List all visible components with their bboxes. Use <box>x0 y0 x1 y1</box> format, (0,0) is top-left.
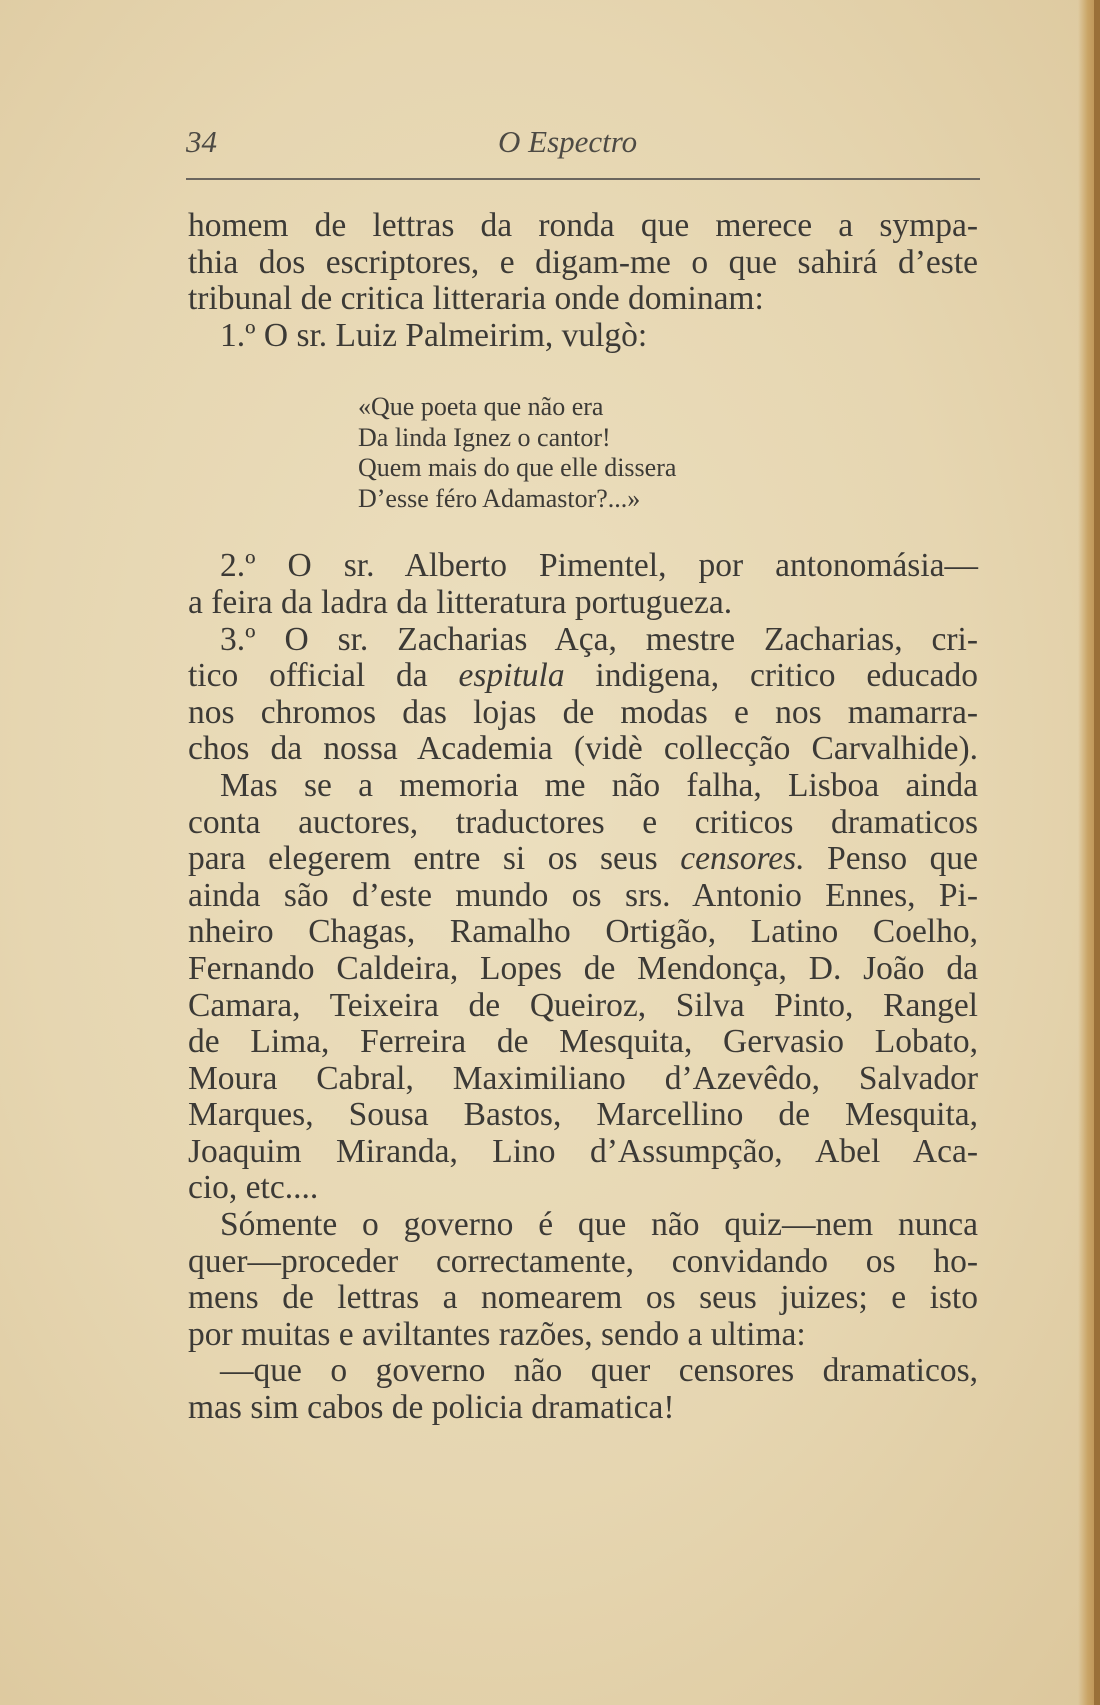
page-edge <box>1094 0 1100 1705</box>
text-line: por muitas e aviltantes razões, sendo a ultima: <box>188 1315 806 1353</box>
italic-word: espitula <box>458 657 565 695</box>
text-line: Fernando Caldeira, Lopes de Mendonça, D. João da <box>188 949 978 987</box>
text-line: Sómente o governo é que não quiz—nem nunca <box>220 1206 978 1244</box>
text-line: Mas se a memoria me não falha, Lisboa ainda <box>220 766 978 804</box>
text-segment: para elegerem entre si os seus <box>188 840 681 878</box>
text-line: a feira da ladra da litteratura portugueza. <box>188 583 733 621</box>
page-number: 34 <box>186 124 217 159</box>
verse-line: «Que poeta que não era <box>358 392 604 422</box>
verse-line: Quem mais do que elle dissera <box>358 453 677 483</box>
text-line: mens de lettras a nomearem os seus juizes; e isto <box>188 1279 978 1317</box>
text-line <box>188 658 978 695</box>
text-line: Camara, Teixeira de Queiroz, Silva Pinto, Rangel <box>188 986 978 1024</box>
text-line: 2.º O sr. Alberto Pimentel, por antonomásia— <box>220 547 978 585</box>
text-line: —que o governo não quer censores dramaticos, <box>220 1352 978 1390</box>
text-line: de Lima, Ferreira de Mesquita, Gervasio Lobato, <box>188 1023 978 1061</box>
running-header <box>186 124 978 172</box>
text-line: Moura Cabral, Maximiliano d’Azevêdo, Salvador <box>188 1059 978 1097</box>
text-line: quer—proceder correctamente, convidando os ho- <box>188 1242 978 1280</box>
verse-line: Da linda Ignez o cantor! <box>358 422 611 452</box>
text-line: thia dos escriptores, e digam-me o que sahirá d’este <box>188 243 978 281</box>
text-line: mas sim cabos de policia dramatica! <box>188 1389 675 1427</box>
text-line: tribunal de critica litteraria onde dominam: <box>188 280 764 318</box>
header-rule <box>186 178 980 180</box>
running-title: O Espectro <box>498 124 638 159</box>
text-line: nos chromos das lojas de modas e nos mamarra- <box>188 693 978 731</box>
text-line: cio, etc.... <box>188 1169 319 1207</box>
text-line: Joaquim Miranda, Lino d’Assumpção, Abel Aca- <box>188 1132 978 1170</box>
text-line: Marques, Sousa Bastos, Marcellino de Mesquita, <box>188 1096 978 1134</box>
text-line: ainda são d’este mundo os srs. Antonio Ennes, Pi- <box>188 876 978 914</box>
text-line: 1.º O sr. Luiz Palmeirim, vulgò: <box>220 316 648 354</box>
text-line <box>188 841 978 878</box>
text-line: 3.º O sr. Zacharias Aça, mestre Zacharias, cri- <box>220 620 978 658</box>
text-segment: tico official da <box>188 657 459 695</box>
body-text <box>188 208 978 1427</box>
text-line: homem de lettras da ronda que merece a sympa- <box>188 207 978 244</box>
text-segment: Penso que <box>804 840 978 878</box>
text-line: chos da nossa Academia (vidè collecção Carvalhide). <box>188 730 978 768</box>
text-line: nheiro Chagas, Ramalho Ortigão, Latino Coelho, <box>188 913 978 951</box>
quoted-verse <box>358 392 978 514</box>
verse-line: D’esse féro Adamastor?...» <box>358 483 641 513</box>
text-line: conta auctores, traductores e criticos dramaticos <box>188 803 978 841</box>
italic-word: censores. <box>680 840 805 878</box>
text-segment: indigena, critico educado <box>564 657 979 695</box>
